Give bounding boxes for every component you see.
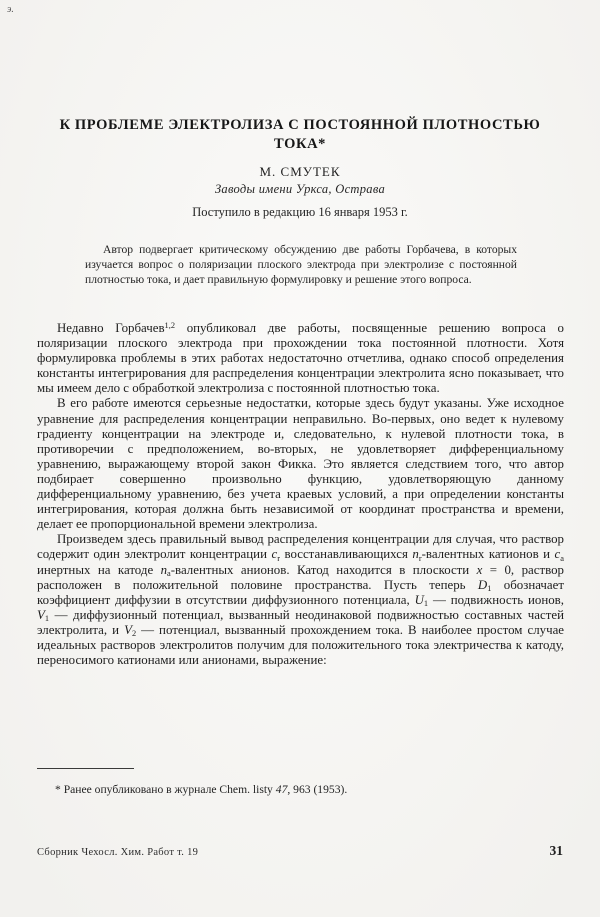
abstract-text: Автор подвергает критическому обсуждению две работы Горбачева, в которых изучается вопрос о поляризации плоского электрода при электролизе с постоянной плотностью тока, и дает правильную формулировку и решение этого вопроса. <box>85 243 517 287</box>
scan-artifact-mark: э. <box>7 4 14 15</box>
abstract-block <box>85 242 517 288</box>
author-name: М. СМУТЕК <box>259 164 341 179</box>
footnote-separator <box>37 768 134 769</box>
footnote-text: * Ранее опубликовано в журнале Chem. listy 47, 963 (1953). <box>55 783 348 796</box>
author-affiliation: Заводы имени Уркса, Острава <box>214 182 386 196</box>
body-paragraph-2: В его работе имеются серьезные недостатки, которые здесь будут указаны. Уже исходное уравнение для распределения концентрации неправильно. Во-первых, оно ведет к нулевому градиенту концентрации на электроде и, следовательно, к нулевой плотности тока, в противоречии с предположением, во-вторых, не удовлетворяет дифференциальному уравнению, выражающему второй закон Фикка. Это является следствием того, что автор подбирает совершенно произвольно функцию, удовлетворяющую данному дифференциальному уравнению, без учета краевых условий, а при определении константы интегрирования, которая должна быть независимой от координат пространства и времени, делает ее пропорциональной времени электролиза. <box>37 396 564 532</box>
article-title-line1: К ПРОБЛЕМЕ ЭЛЕКТРОЛИЗА С ПОСТОЯННОЙ ПЛОТНОСТЬЮ <box>59 117 541 133</box>
page-footer <box>37 843 563 859</box>
article-title-line2: ТОКА* <box>274 136 326 152</box>
footnote-block <box>37 782 537 797</box>
article-body <box>37 321 564 668</box>
body-paragraph-1: Недавно Горбачев$^{1,2}$ опубликовал две работы, посвященные решению вопроса о поляризации плоского электрода при прохождении тока постоянной плотности. Хотя формулировка проблемы в этих работах недостаточно отчетлива, однако способ определения константы интегрирования для распределения концентрации электролита ясно показывает, что мы имеем дело с обработкой электролиза с постоянной плотностью тока. <box>37 321 564 396</box>
received-date-line: Поступило в редакцию 16 января 1953 г. <box>192 205 408 219</box>
journal-running-title: Сборник Чехосл. Хим. Работ т. 19 <box>37 847 199 858</box>
article-title <box>40 116 560 154</box>
body-paragraph-3: Произведем здесь правильный вывод распределения концентрации для случая, что раствор содержит один электролит концентрации $c_r$ восстанавливающихся $n_r$-валентных катионов и $c_a$ инертных на катоде $n_a$-валентных анионов. Катод находится в плоскости x = 0, раствор расположен в положительной половине пространства. Пусть теперь $D_1$ обозначает коэффициент диффузии в отсутствии диффузионного потенциала, $U_1$ — подвижность ионов, $V_1$ — диффузионный потенциал, вызванный неодинаковой подвижностью составных частей электролита, и $V_2$ — потенциал, вызванный прохождением тока. В наиболее простом случае идеальных растворов электролитов получим для положительного тока электричества к катоду, переносимого катионами или анионами, выражение: <box>37 532 565 668</box>
page-number: 31 <box>549 843 563 858</box>
